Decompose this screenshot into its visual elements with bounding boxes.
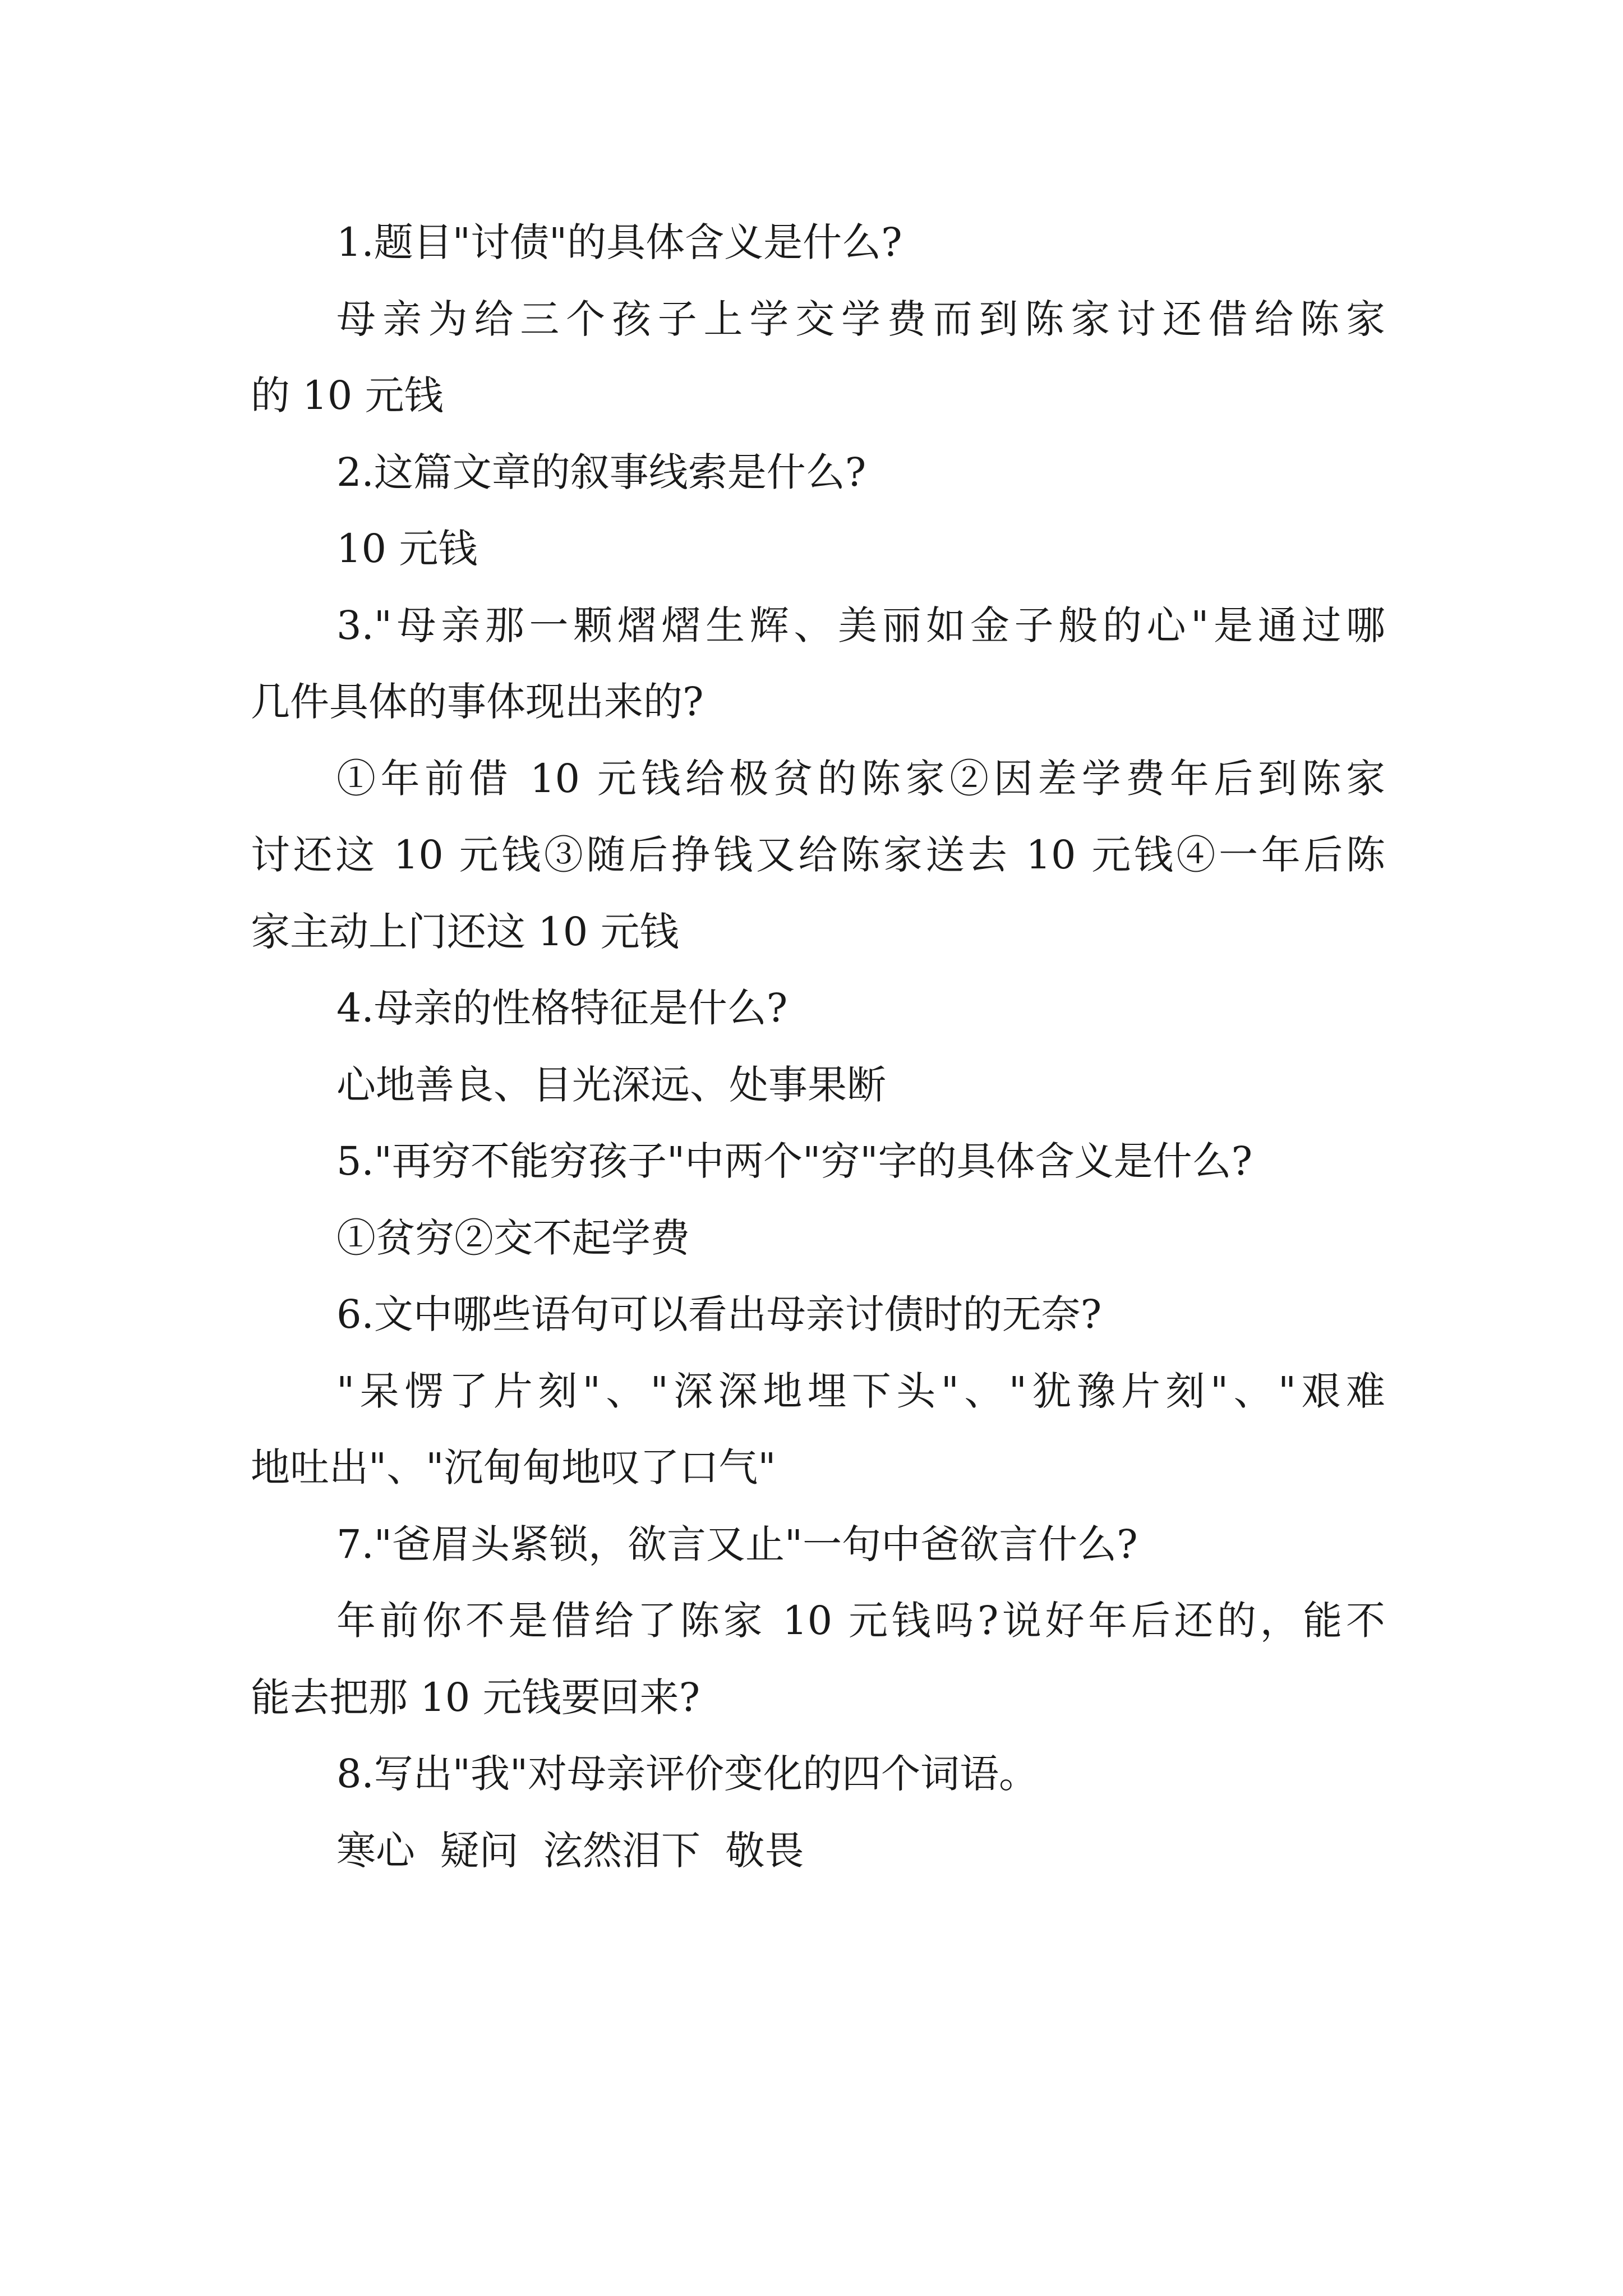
question-3-line-2: 几件具体的事体现出来的? xyxy=(251,679,704,725)
question-3-line-1: 3."母亲那一颗熠熠生辉、美丽如金子般的心"是通过哪 xyxy=(336,602,1385,648)
answer-3-line-1: ①年前借 10 元钱给极贫的陈家②因差学费年后到陈家 xyxy=(336,756,1385,802)
answer-3-line-2: 讨还这 10 元钱③随后挣钱又给陈家送去 10 元钱④一年后陈 xyxy=(251,832,1385,878)
question-2: 2.这篇文章的叙事线索是什么? xyxy=(336,449,866,495)
question-1: 1.题目"讨债"的具体含义是什么? xyxy=(336,219,902,265)
answer-5: ①贫穷②交不起学费 xyxy=(336,1215,690,1261)
answer-7-line-2: 能去把那 10 元钱要回来? xyxy=(251,1674,700,1720)
question-7: 7."爸眉头紧锁，欲言又止"一句中爸欲言什么? xyxy=(336,1521,1138,1567)
answer-2: 10 元钱 xyxy=(336,526,478,572)
question-5: 5."再穷不能穷孩子"中两个"穷"字的具体含义是什么? xyxy=(336,1138,1253,1184)
answer-4: 心地善良、目光深远、处事果断 xyxy=(336,1062,886,1108)
answer-1-line-2: 的 10 元钱 xyxy=(251,372,444,418)
answer-1-line-1: 母亲为给三个孩子上学交学费而到陈家讨还借给陈家 xyxy=(336,296,1385,342)
answer-6-line-1: "呆愣了片刻"、"深深地埋下头"、"犹豫片刻"、"艰难 xyxy=(336,1368,1385,1414)
question-6: 6.文中哪些语句可以看出母亲讨债时的无奈? xyxy=(336,1291,1102,1337)
answer-6-line-2: 地吐出"、"沉甸甸地叹了口气" xyxy=(251,1444,776,1490)
answer-3-line-3: 家主动上门还这 10 元钱 xyxy=(251,909,679,955)
question-8: 8.写出"我"对母亲评价变化的四个词语。 xyxy=(336,1751,1039,1797)
answer-8: 寒心 疑问 泫然泪下 敬畏 xyxy=(336,1828,804,1874)
answer-7-line-1: 年前你不是借给了陈家 10 元钱吗?说好年后还的，能不 xyxy=(336,1598,1385,1644)
question-4: 4.母亲的性格特征是什么? xyxy=(336,985,788,1031)
